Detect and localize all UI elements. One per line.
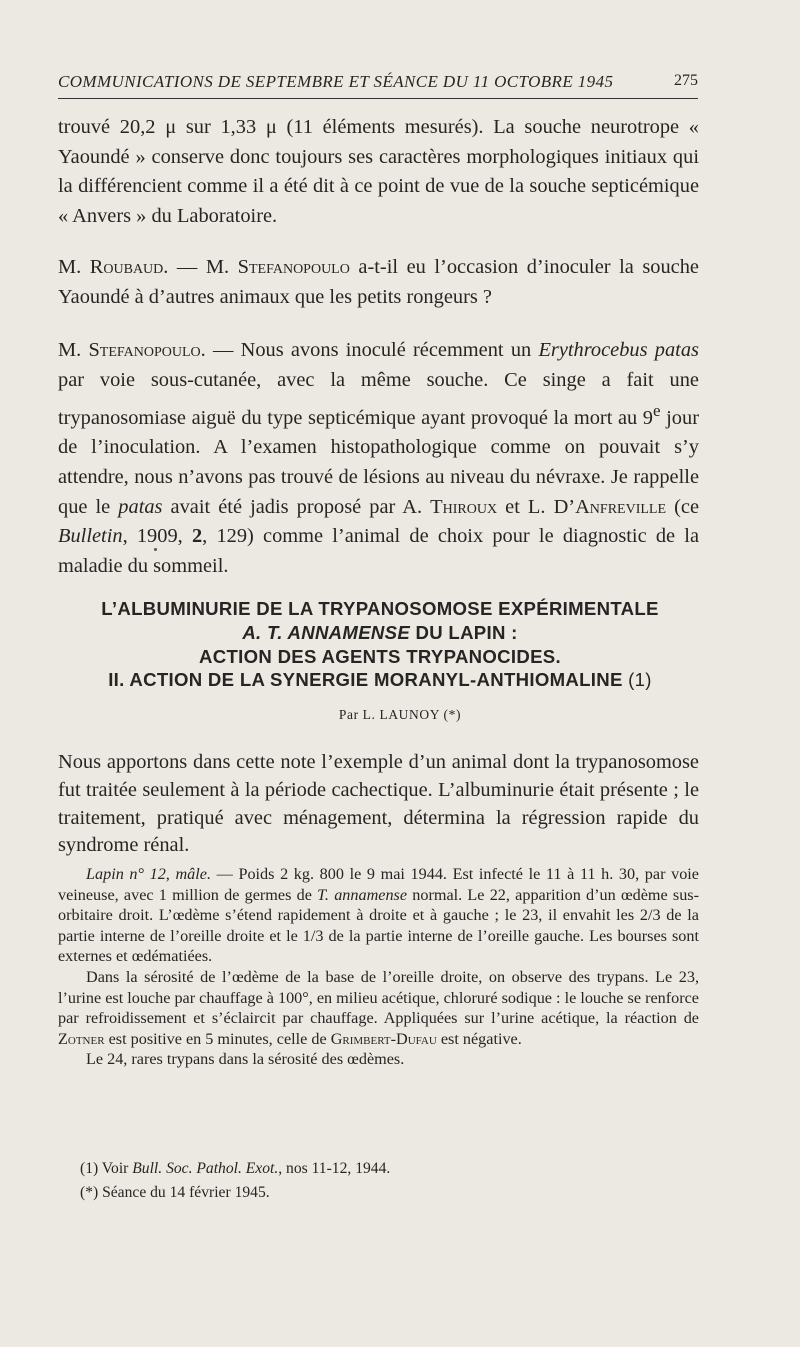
author-byline: Par L. LAUNOY (*) [338,707,462,722]
title-line-2: A. T. ANNAMENSE DU LAPIN : [242,621,518,643]
germ-name: T. annamense [317,885,408,904]
species-name: Erythrocebus patas [538,339,699,362]
case-paragraph-1: Lapin n° 12, mâle. — Poids 2 kg. 800 le 9 mai 1944. Est infecté le 11 à 11 h. 30, par voie veineuse, avec 1 million de germes de T. annamense normal. Le 22, apparition d’un œdème sus-orbitaire droit. L’œdème s’étend rapidement à droite et à gauche ; le 23, il envahit les 2/3 de la partie interne de l’oreille droite et le 1/3 de la partie interne de l’oreille gauche. Les bourses sont externes et œdématiées. [58,865,699,966]
title-note-ref: (1) [628,669,652,691]
ink-speck [154,548,157,551]
paragraph-continuation: trouvé 20,2 μ sur 1,33 μ (11 éléments mesurés). La souche neurotrope « Yaoundé » conserve donc toujours ses caractères morphologiques initiaux qui la différencient comme il a été dit à ce point de vue de la souche septicémique « Anvers » du Laboratoire. [58,116,699,228]
speaker-stefanopoulo: M. Stefanopoulo. [58,339,206,362]
name-zotner: Zotner [58,1029,105,1048]
page-number: 275 [674,72,698,89]
speaker-roubaud: M. Roubaud. [58,255,169,278]
case-report [58,864,699,1070]
footnote-1: (1) Voir Bull. Soc. Pathol. Exot., nos 11-12, 1944. [80,1160,391,1177]
intro-text [58,749,699,860]
title-line-1: L’ALBUMINURIE DE LA TRYPANOSOMOSE EXPÉRIMENTALE [101,598,659,619]
paragraph-stefanopoulo: M. Stefanopoulo. — Nous avons inoculé récemment un Erythrocebus patas par voie sous-cutanée, avec la même souche. Ce singe a fait une trypanosomiase aiguë du type septicémique ayant provoqué la mort au 9e jour de l’inoculation. A l’examen histopathologique comme on pouvait s’y attendre, nous n’avons pas trouvé de lésions au niveau du névraxe. Je rappelle que le patas avait été jadis proposé par A. Thiroux et L. D’Anfreville (ce Bulletin, 1909, 2, 129) comme l’animal de choix pour le diagnostic de la maladie du sommeil. [58,339,700,577]
footnote-2: (*) Séance du 14 février 1945. [80,1184,270,1201]
journal-reference: Bulletin [58,525,123,548]
name-grimbert-dufau: Grimbert-Dufau [330,1029,437,1048]
title-line-4: II. ACTION DE LA SYNERGIE MORANYL-ANTHIOMALINE (1) [108,669,652,691]
case-label: Lapin n° 12, mâle. [86,865,211,883]
discussion-text [58,113,699,582]
intro-paragraph: Nous apportons dans cette note l’exemple d’un animal dont la trypanosomose fut traitée seulement à la période cachectique. L’albuminurie était présente ; le traitement, pratiqué avec ménagement, détermina la régression rapide du syndrome rénal. [58,751,699,857]
author-danfreville: D’Anfreville [553,495,667,518]
title-line-3: ACTION DES AGENTS TRYPANOCIDES. [199,645,561,667]
paragraph-roubaud: M. Roubaud. — M. Stefanopoulo a-t-il eu l’occasion d’inoculer la souche Yaoundé à d’autres animaux que les petits rongeurs ? [58,255,699,308]
volume-number: 2 [191,525,203,548]
running-title: COMMUNICATIONS DE SEPTEMBRE ET SÉANCE DU 11 OCTOBRE 1945 [58,72,614,91]
case-paragraph-3: Le 24, rares trypans dans la sérosité des œdèmes. [86,1050,405,1069]
footnotes [80,1157,680,1205]
case-paragraph-2: Dans la sérosité de l’œdème de la base de l’oreille droite, on observe des trypans. Le 23, l’urine est louche par chauffage à 100°, en milieu acétique, chloruré sodique : le louche se renforce par refroidissement et s’éclaircit par chauffage. Appliquées sur l’urine acétique, la réaction de Zotner est positive en 5 minutes, celle de Grimbert-Dufau est négative. [58,967,699,1048]
author-thiroux: Thiroux [430,495,498,518]
running-header [58,68,698,99]
named-stefanopoulo: Stefanopoulo [237,255,350,278]
article-title [30,597,730,692]
